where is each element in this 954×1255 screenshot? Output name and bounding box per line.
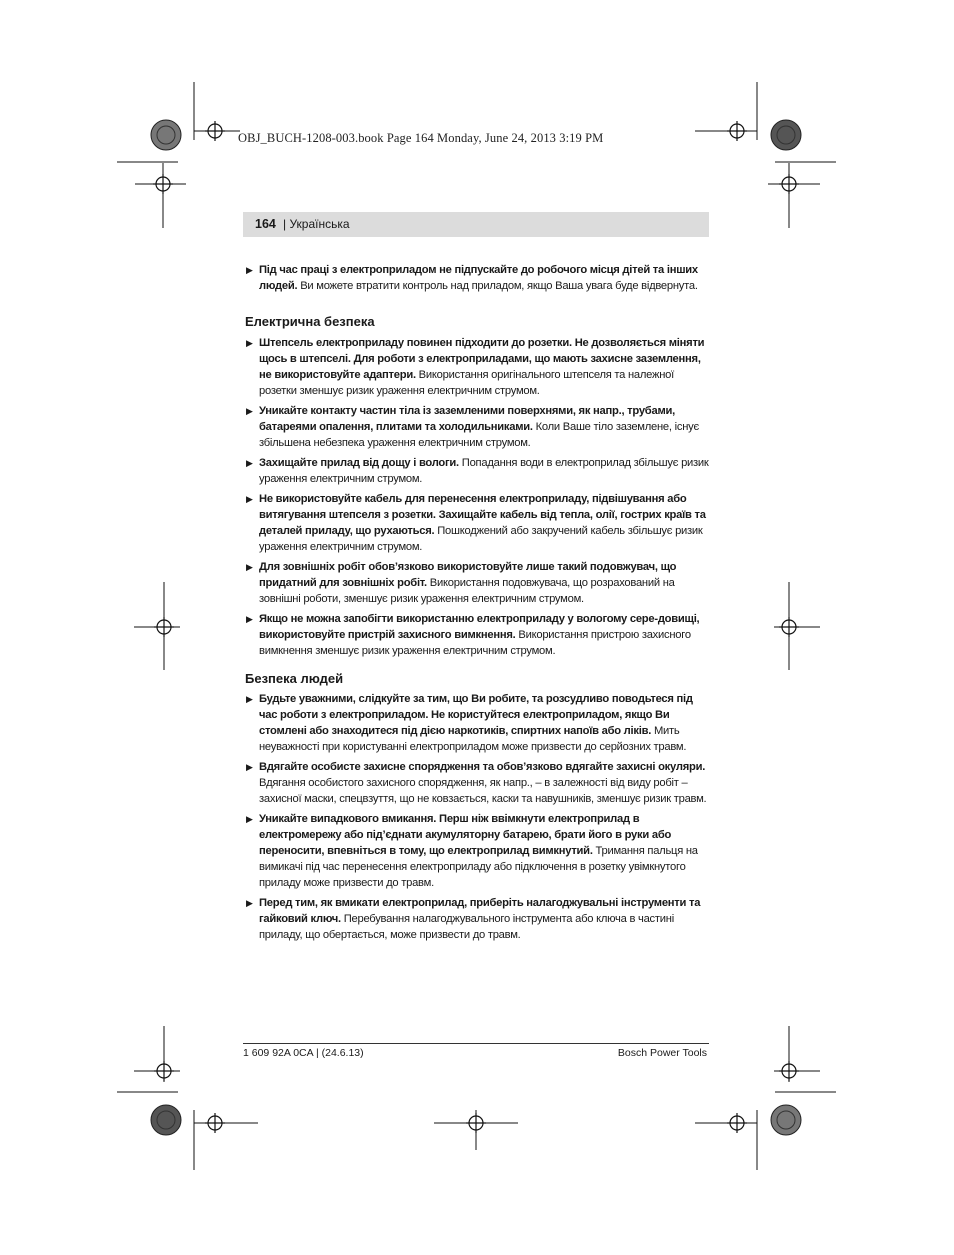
bullet-arrow-icon: ▶ [246, 338, 253, 348]
footer-doc-code: 1 609 92A 0CA | (24.6.13) [243, 1047, 364, 1059]
bullet-arrow-icon: ▶ [246, 265, 253, 275]
bullet-arrow-icon: ▶ [246, 458, 253, 468]
bullet-arrow-icon: ▶ [246, 614, 253, 624]
print-info-line: OBJ_BUCH-1208-003.book Page 164 Monday, June 24, 2013 3:19 PM [238, 131, 604, 145]
safety-bullet: ▶ Уникайте контакту частин тіла із заземленими поверхнями, як напр., трубами, батареями опалення, плитами та холодильниками. Коли Ваше тіло заземлене, існує збільшена небезпека ураження електричним струмом. [246, 405, 699, 449]
safety-bullet: ▶ Вдягайте особисте захисне спорядження та обов’язково вдягайте захисні окуляри. Вдягання особистого захисного спорядження, як напр., – в залежності від виду робіт – захисної маски, спецвзуття, що не ковзається, каски та навушників, зменшує ризик травм. [246, 761, 707, 805]
section-title: Електрична безпека [245, 314, 375, 329]
page-content [245, 262, 711, 943]
safety-bullet: ▶ Штепсель електроприладу повинен підходити до розетки. Не дозволяється міняти щось в штепселі. Для роботи з електроприладами, що мають захисне заземлення, не використовуйте адаптери. Використання оригінального штепселя та належної розетки зменшує ризик ураження електричним струмом. [246, 337, 705, 397]
safety-bullet: ▶ Для зовнішніх робіт обов’язково використовуйте лише такий подовжувач, що придатний для зовнішніх робіт. Використання подовжувача, що розрахований на зовнішні роботи, зменшує ризик ураження електричним струмом. [246, 561, 677, 605]
footer-brand: Bosch Power Tools [617, 1047, 707, 1059]
bullet-arrow-icon: ▶ [246, 814, 253, 824]
section-title: Безпека людей [245, 671, 344, 686]
bullet-arrow-icon: ▶ [246, 694, 253, 704]
safety-bullet: ▶ Уникайте випадкового вмикання. Перш ніж ввімкнути електроприлад в електромережу або під’єднати акумуляторну батарею, брати його в руки або переносити, впевніться в тому, що електроприлад вимкнутий. Тримання пальця на вимикачі під час перенесення електроприладу або підключення в розетку увімкнутого приладу може призвести до травм. [246, 813, 698, 889]
safety-bullet: ▶ Під час праці з електроприладом не підпускайте до робочого місця дітей та інших людей. Ви можете втратити контроль над приладом, якщо Ваша увага буде відвернута. [246, 264, 698, 292]
safety-bullet: ▶ Якщо не можна запобігти використанню електроприладу у вологому сере-довищі, використовуйте пристрій захисного вимкнення. Використання пристрою захисного вимкнення зменшує ризик ураження електричним струмом. [246, 613, 700, 657]
safety-bullet: ▶ Не використовуйте кабель для перенесення електроприладу, підвішування або витягування штепселя з розетки. Захищайте кабель від тепла, олії, гострих країв та деталей приладу, що рухаються. Пошкоджений або закручений кабель збільшує ризик ураження електричним струмом. [246, 493, 706, 553]
bullet-arrow-icon: ▶ [246, 762, 253, 772]
bullet-arrow-icon: ▶ [246, 494, 253, 504]
safety-bullet: ▶ Перед тим, як вмикати електроприлад, приберіть налагоджувальні інструменти та гайковий ключ. Перебування налагоджувального інструмента або ключа в частині приладу, що обертається, може призвести до травм. [246, 897, 701, 941]
bullet-arrow-icon: ▶ [246, 898, 253, 908]
safety-bullet: ▶ Захищайте прилад від дощу і вологи. Попадання води в електроприлад збільшує ризик ураження електричним струмом. [246, 457, 709, 485]
bullet-arrow-icon: ▶ [246, 562, 253, 572]
safety-bullet: ▶ Будьте уважними, слідкуйте за тим, що Ви робите, та розсудливо поводьтеся під час роботи з електроприладом. Не користуйтеся електроприладом, якщо Ви стомлені або знаходитеся під дією наркотиків, спиртних напоїв або ліків. Мить неуважності при користуванні електроприладом може призвести до серйозних травм. [246, 693, 693, 753]
bullet-arrow-icon: ▶ [246, 406, 253, 416]
page-number: 164 [255, 217, 276, 231]
footer-divider [243, 1043, 709, 1044]
page-header [243, 212, 709, 237]
header-language: | Українська [283, 217, 350, 231]
